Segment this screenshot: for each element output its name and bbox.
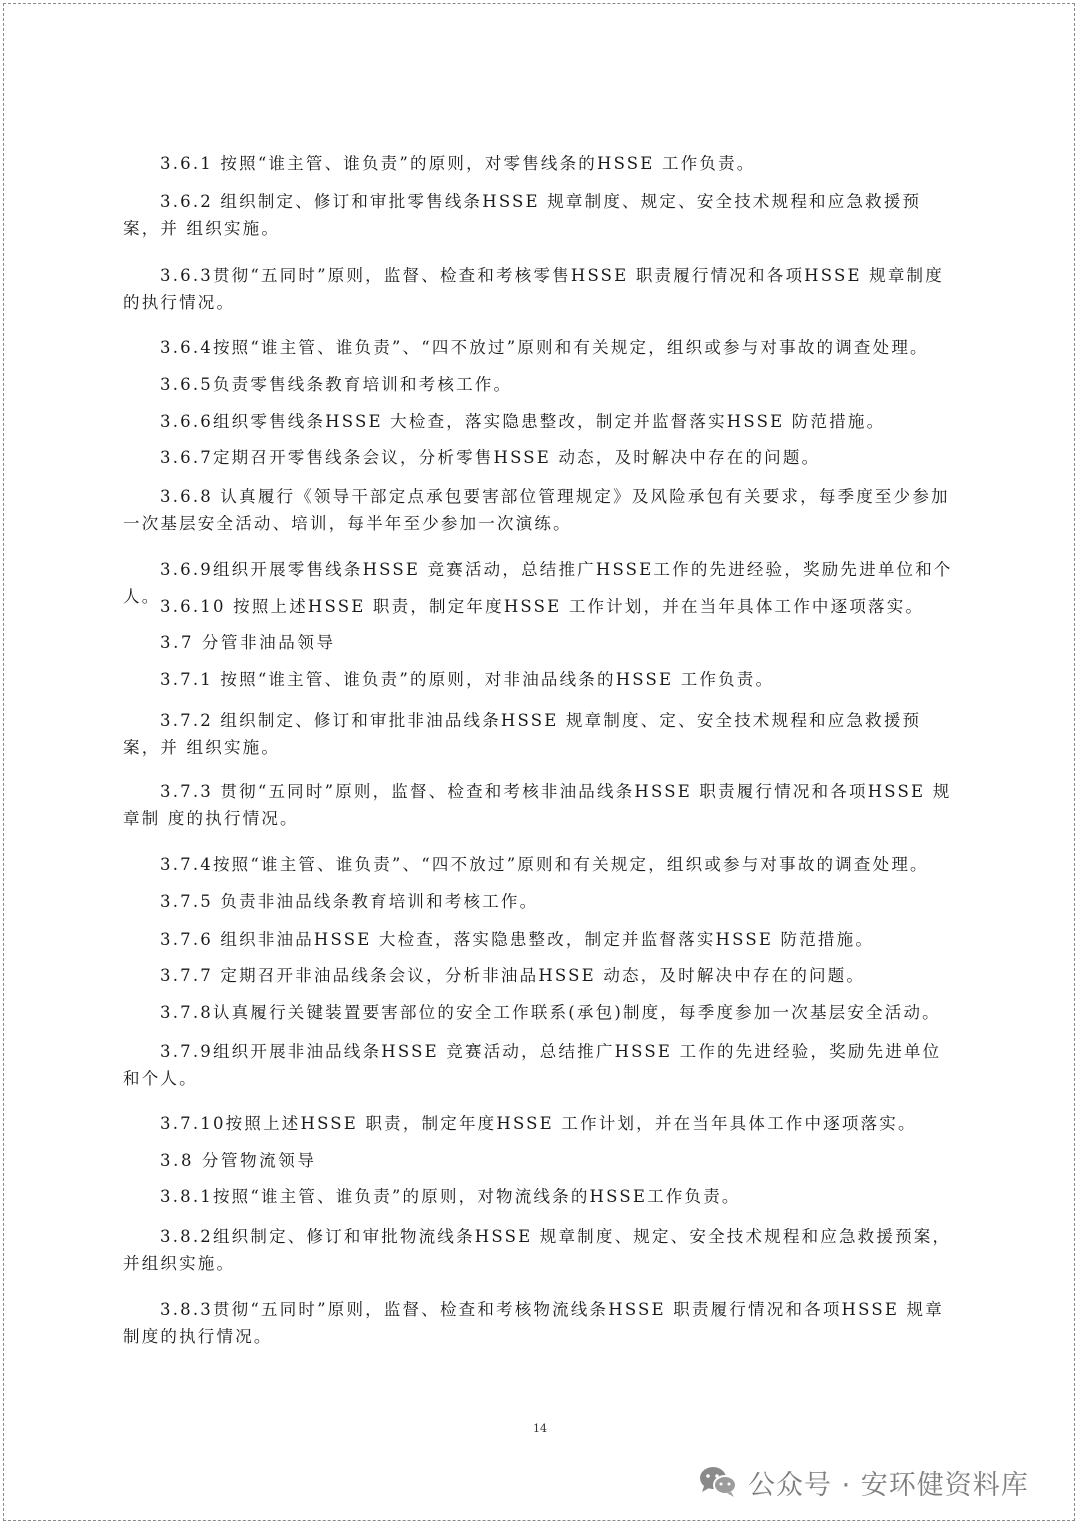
clause-3-6-3: 3.6.3贯彻“五同时”原则，监督、检查和考核零售HSSE 职责履行情况和各项HSSE 规章制度的执行情况。 xyxy=(123,266,944,312)
clause-3-7-10: 3.7.10按照上述HSSE 职责，制定年度HSSE 工作计划，并在当年具体工作中逐项落实。 xyxy=(160,1114,917,1133)
clause-3-7-2: 3.7.2 组织制定、修订和审批非油品线条HSSE 规章制度、定、安全技术规程和应急救援预案，并 组织实施。 xyxy=(123,711,922,757)
section-3-7-heading: 3.7 分管非油品领导 xyxy=(160,633,336,652)
clause-3-6-5: 3.6.5负责零售线条教育培训和考核工作。 xyxy=(160,375,513,394)
clause-3-8-1: 3.8.1按照“谁主管、谁负责”的原则，对物流线条的HSSE工作负责。 xyxy=(160,1187,741,1206)
clause-3-7-3: 3.7.3 贯彻“五同时”原则，监督、检查和考核非油品线条HSSE 职责履行情况和各项HSSE 规章制 度的执行情况。 xyxy=(123,782,952,828)
watermark xyxy=(698,1462,1029,1502)
clause-3-7-7: 3.7.7 定期召开非油品线条会议，分析非油品HSSE 动态，及时解决中存在的问题。 xyxy=(160,966,866,985)
clause-3-7-9: 3.7.9组织开展非油品线条HSSE 竞赛活动，总结推广HSSE 工作的先进经验，奖励先进单位和个人。 xyxy=(123,1042,942,1088)
watermark-text: 公众号 · 安环健资料库 xyxy=(748,1469,1029,1501)
clause-3-6-6: 3.6.6组织零售线条HSSE 大检查，落实隐患整改，制定并监督落实HSSE 防范措施。 xyxy=(160,412,886,431)
clause-3-6-7: 3.6.7定期召开零售线条会议，分析零售HSSE 动态，及时解决中存在的问题。 xyxy=(160,448,821,467)
clause-3-6-8: 3.6.8 认真履行《领导干部定点承包要害部位管理规定》及风险承包有关要求，每季度至少参加一次基层安全活动、培训，每半年至少参加一次演练。 xyxy=(123,487,950,533)
clause-3-6-4: 3.6.4按照“谁主管、谁负责”、“四不放过”原则和有关规定，组织或参与对事故的调查处理。 xyxy=(160,338,929,357)
clause-3-7-8: 3.7.8认真履行关键装置要害部位的安全工作联系(承包)制度，每季度参加一次基层安全活动。 xyxy=(160,1003,941,1022)
clause-3-6-2: 3.6.2 组织制定、修订和审批零售线条HSSE 规章制度、规定、安全技术规程和应急救援预案，并 组织实施。 xyxy=(123,192,922,238)
clause-3-8-3: 3.8.3贯彻“五同时”原则，监督、检查和考核物流线条HSSE 职责履行情况和各项HSSE 规章制度的执行情况。 xyxy=(123,1300,944,1346)
clause-3-7-4: 3.7.4按照“谁主管、谁负责”、“四不放过”原则和有关规定，组织或参与对事故的调查处理。 xyxy=(160,855,929,874)
clause-3-6-9: 3.6.9组织开展零售线条HSSE 竞赛活动，总结推广HSSE工作的先进经验，奖励先进单位和个人。 xyxy=(123,560,953,606)
page-number: 14 xyxy=(533,1422,547,1435)
clause-3-7-1: 3.7.1 按照“谁主管、谁负责”的原则，对非油品线条的HSSE 工作负责。 xyxy=(160,670,775,689)
clause-3-6-10: 3.6.10 按照上述HSSE 职责，制定年度HSSE 工作计划，并在当年具体工作中逐项落实。 xyxy=(160,597,925,616)
wechat-icon xyxy=(698,1465,738,1499)
clause-3-8-2: 3.8.2组织制定、修订和审批物流线条HSSE 规章制度、规定、安全技术规程和应急救援预案，并组织实施。 xyxy=(123,1227,952,1273)
clause-3-6-1: 3.6.1 按照“谁主管、谁负责”的原则，对零售线条的HSSE 工作负责。 xyxy=(160,154,756,173)
clause-3-7-6: 3.7.6 组织非油品HSSE 大检查，落实隐患整改，制定并监督落实HSSE 防范措施。 xyxy=(160,930,875,949)
clause-3-7-5: 3.7.5 负责非油品线条教育培训和考核工作。 xyxy=(160,892,539,911)
section-3-8-heading: 3.8 分管物流领导 xyxy=(160,1151,317,1170)
